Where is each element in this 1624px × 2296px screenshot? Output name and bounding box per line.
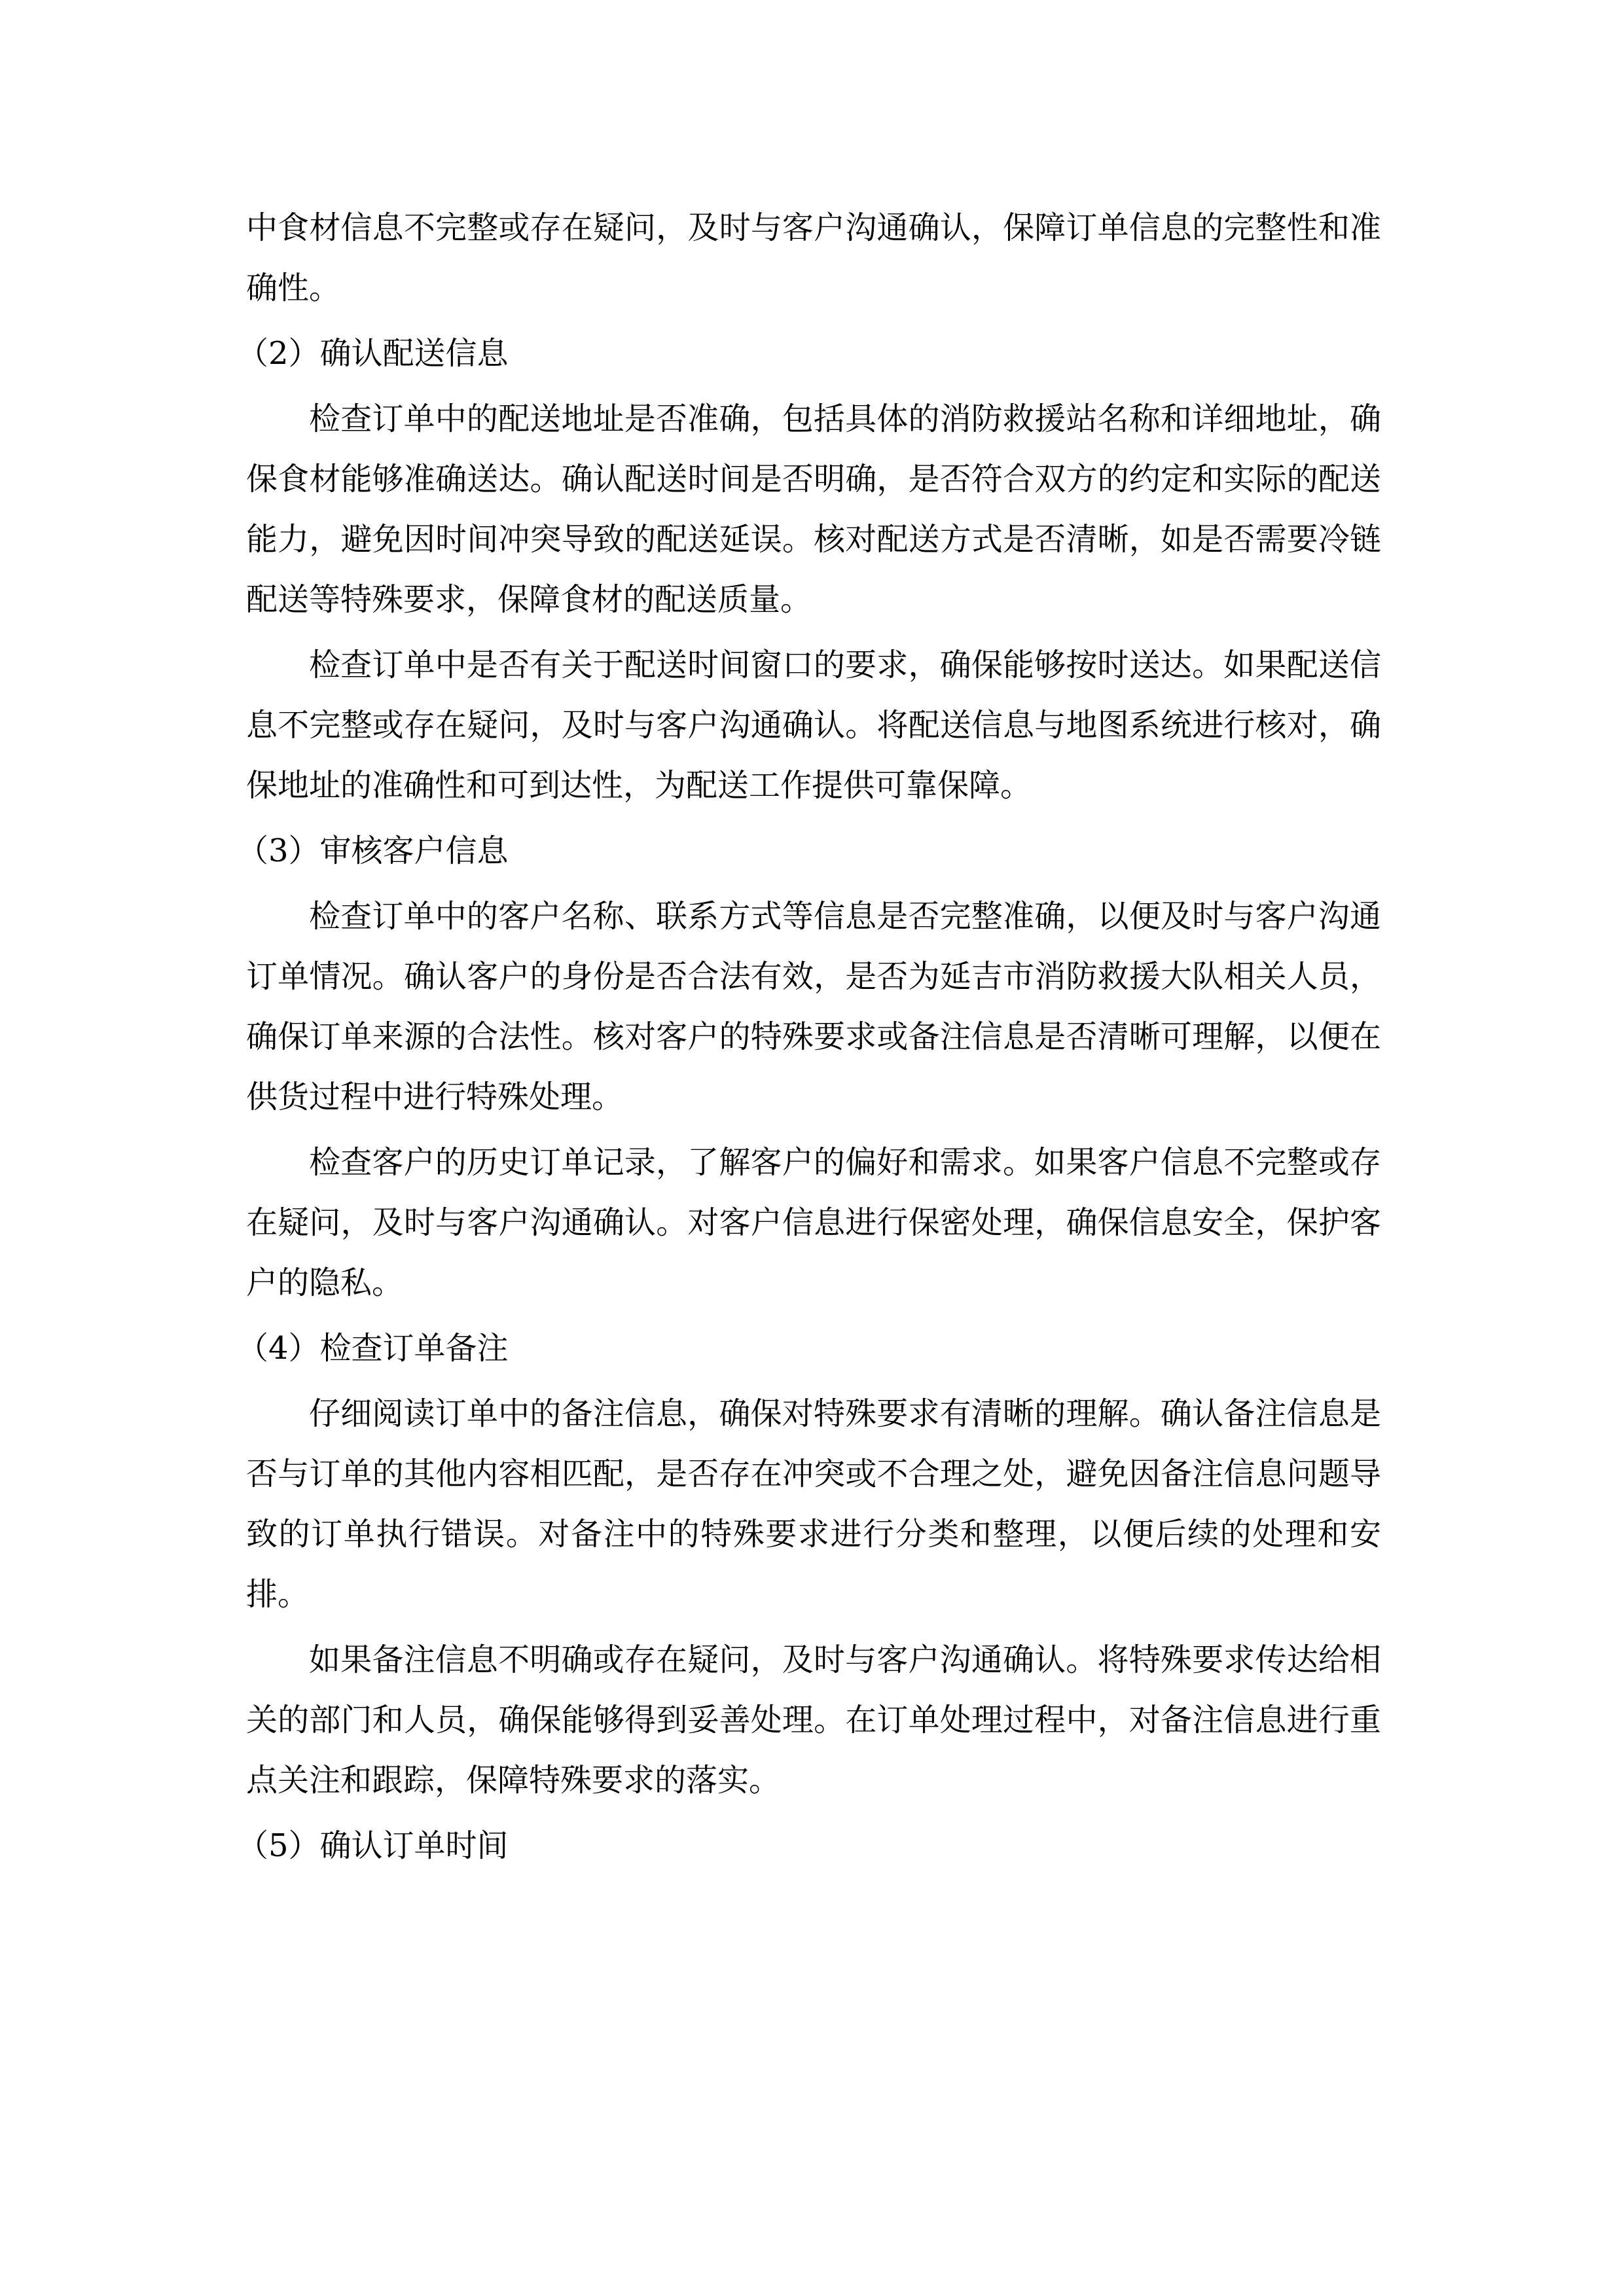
section-heading: （3）审核客户信息 [237,833,509,869]
section-heading: （4）检查订单备注 [237,1330,509,1367]
paragraph: 检查订单中的配送地址是否准确，包括具体的消防救援站名称和详细地址，确保食材能够准确送达。确认配送时间是否明确，是否符合双方的约定和实际的配送能力，避免因时间冲突导致的配送延误。核对配送方式是否清晰，如是否需要冷链配送等特殊要求，保障食材的配送质量。 [246,401,1381,618]
paragraph: 如果备注信息不明确或存在疑问，及时与客户沟通确认。将特殊要求传达给相关的部门和人员，确保能够得到妥善处理。在订单处理过程中，对备注信息进行重点关注和跟踪，保障特殊要求的落实。 [246,1641,1381,1799]
section-heading: （2）确认配送信息 [237,335,509,372]
paragraph: 仔细阅读订单中的备注信息，确保对特殊要求有清晰的理解。确认备注信息是否与订单的其他内容相匹配，是否存在冲突或不合理之处，避免因备注信息问题导致的订单执行错误。对备注中的特殊要求进行分类和整理，以便后续的处理和安排。 [246,1395,1381,1613]
section-heading: （5）确认订单时间 [237,1827,509,1864]
paragraph: 检查订单中的客户名称、联系方式等信息是否完整准确，以便及时与客户沟通订单情况。确认客户的身份是否合法有效，是否为延吉市消防救援大队相关人员，确保订单来源的合法性。核对客户的特殊要求或备注信息是否清晰可理解，以便在供货过程中进行特殊处理。 [246,898,1381,1115]
paragraph: 中食材信息不完整或存在疑问，及时与客户沟通确认，保障订单信息的完整性和准确性。 [246,209,1381,306]
document-body [237,198,1381,1881]
paragraph: 检查客户的历史订单记录，了解客户的偏好和需求。如果客户信息不完整或存在疑问，及时与客户沟通确认。对客户信息进行保密处理，确保信息安全，保护客户的隐私。 [246,1144,1381,1301]
paragraph: 检查订单中是否有关于配送时间窗口的要求，确保能够按时送达。如果配送信息不完整或存在疑问，及时与客户沟通确认。将配送信息与地图系统进行核对，确保地址的准确性和可到达性，为配送工作提供可靠保障。 [246,647,1381,804]
